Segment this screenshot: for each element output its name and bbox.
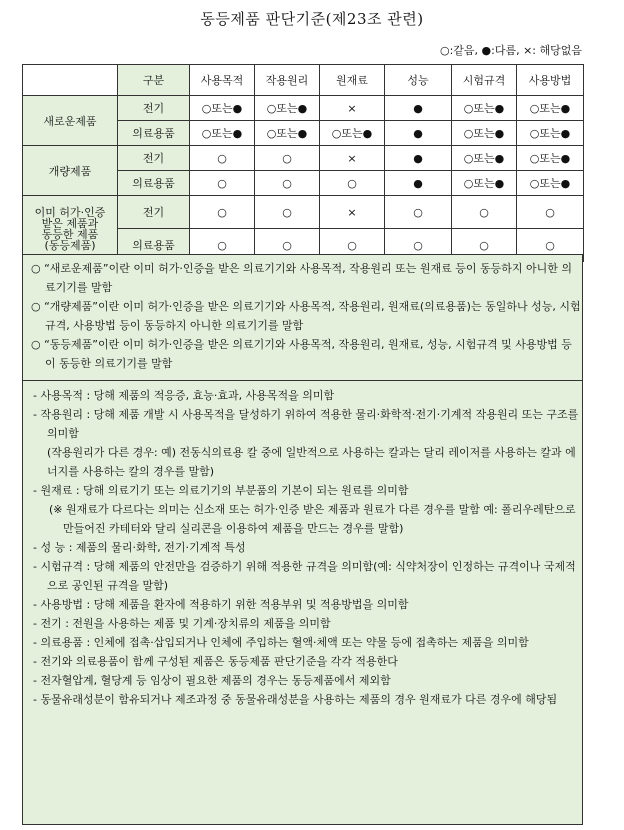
table-cell: × xyxy=(320,196,385,229)
header-principle: 작용원리 xyxy=(255,65,320,96)
row-sub-label: 의료용품 xyxy=(118,229,190,262)
note-standard: - 시험규격 : 당해 제품의 안전만을 검증하기 위해 적용한 규격을 의미함(예: 식약처장이 인정하는 규격이나 국제적으로 공인된 규격을 말함) xyxy=(33,560,576,592)
table-cell: ○ xyxy=(190,196,255,229)
note-combined: - 전기와 의료용품이 함께 구성된 제품은 동등제품 판단기준을 각각 적용한다 xyxy=(33,655,398,668)
table-cell: ○또는● xyxy=(190,121,255,146)
table-cell: ○또는● xyxy=(452,171,517,196)
table-cell: ○ xyxy=(320,229,385,262)
table-cell: ○ xyxy=(385,229,452,262)
row-sub-label: 전기 xyxy=(118,196,190,229)
table-cell: ○또는● xyxy=(517,146,584,171)
header-material: 원재료 xyxy=(320,65,385,96)
header-purpose: 사용목적 xyxy=(190,65,255,96)
table-cell: ● xyxy=(385,171,452,196)
row-sub-label: 의료용품 xyxy=(118,171,190,196)
note-usage: - 사용방법 : 당해 제품을 환자에 적용하기 위한 적용부위 및 적용방법을 의미함 xyxy=(33,598,409,611)
table-cell: ○ xyxy=(255,229,320,262)
note-electric: - 전기 : 전원을 사용하는 제품 및 기계·장치류의 제품을 의미함 xyxy=(33,617,331,630)
note-performance: - 성 능 : 제품의 물리·화학, 전기·기계적 특성 xyxy=(33,541,246,554)
row-sub-label: 전기 xyxy=(118,146,190,171)
table-cell: ● xyxy=(385,121,452,146)
table-cell: ○ xyxy=(517,229,584,262)
table-cell: ○또는● xyxy=(320,121,385,146)
definition-improved: ○ “개량제품”이란 이미 허가·인증을 받은 의료기기와 사용목적, 작용원리, 원재료(의료용품)는 동일하나 성능, 시험규격, 사용방법 등이 동등하지 아니한 의료기기를 말함 xyxy=(31,300,581,332)
table-row xyxy=(23,96,584,121)
note-supplies: - 의료용품 : 인체에 접촉·삽입되거나 인체에 주입하는 혈액·체액 또는 약물 등에 접촉하는 제품을 의미함 xyxy=(33,636,529,649)
table-header-row xyxy=(23,65,584,96)
table-cell: ○ xyxy=(255,171,320,196)
table-cell: ○ xyxy=(255,146,320,171)
table-cell: ○또는● xyxy=(517,96,584,121)
note-animal: - 동물유래성분이 함유되거나 제조과정 중 동물유래성분을 사용하는 제품의 경우 원재료가 다른 경우에 해당됨 xyxy=(33,693,558,706)
group-label-line: 동등한 제품 xyxy=(41,227,99,241)
table-cell: ○또는● xyxy=(452,121,517,146)
group-label-new: 새로운제품 xyxy=(23,96,118,146)
table-cell: ○ xyxy=(452,229,517,262)
row-sub-label: 의료용품 xyxy=(118,121,190,146)
row-sub-label: 전기 xyxy=(118,96,190,121)
table-cell: ○ xyxy=(320,171,385,196)
note-purpose: - 사용목적 : 당해 제품의 적응증, 효능·효과, 사용목적을 의미함 xyxy=(33,389,335,402)
table-cell: ○ xyxy=(452,196,517,229)
table-cell: ○또는● xyxy=(255,96,320,121)
group-label-line: 이미 허가·인증 xyxy=(34,205,106,219)
header-performance: 성능 xyxy=(385,65,452,96)
equivalence-table xyxy=(22,64,584,262)
group-label-equivalent xyxy=(23,196,118,262)
table-cell: ○ xyxy=(190,146,255,171)
note-material-detail: (※ 원재료가 다르다는 의미는 신소재 또는 허가·인증 받은 제품과 원료가 다른 경우를 말함 예: 폴리우레탄으로 만들어진 카테터와 달리 실리콘을 이용하여 제품을 만드는 경우를 말함) xyxy=(49,503,576,535)
header-category: 구분 xyxy=(118,65,190,96)
table-cell: ○ xyxy=(255,196,320,229)
header-standard: 시험규격 xyxy=(452,65,517,96)
table-row xyxy=(23,196,584,229)
notes-box xyxy=(22,380,583,825)
header-usage: 사용방법 xyxy=(517,65,584,96)
table-row xyxy=(23,146,584,171)
note-material: - 원재료 : 당해 의료기기 또는 의료기기의 부분품의 기본이 되는 원료를 의미함 xyxy=(33,484,409,497)
definition-equivalent: ○ “동등제품”이란 이미 허가·인증을 받은 의료기기와 사용목적, 작용원리, 원재료, 성능, 시험규격 및 사용방법 등이 동등한 의료기기를 말함 xyxy=(31,338,572,370)
table-cell: ○또는● xyxy=(452,146,517,171)
table-cell: ● xyxy=(385,96,452,121)
table-cell: ● xyxy=(385,146,452,171)
table-cell: ○ xyxy=(517,196,584,229)
table-cell: × xyxy=(320,146,385,171)
table-cell: ○또는● xyxy=(255,121,320,146)
table-cell: ○또는● xyxy=(517,121,584,146)
symbol-legend: ○:같음, ●:다름, ×: 해당없음 xyxy=(439,44,582,57)
note-principle: - 작용원리 : 당해 제품 개발 시 사용목적을 달성하기 위하여 적용한 물리·화학적·전기·기계적 작용원리 또는 구조를 의미함 xyxy=(33,408,579,440)
table-cell: ○ xyxy=(190,171,255,196)
table-cell: × xyxy=(320,96,385,121)
group-label-line: (동등제품) xyxy=(44,238,96,252)
table-cell: ○ xyxy=(385,196,452,229)
group-label-line: 받은 제품과 xyxy=(41,216,99,230)
group-label-improved: 개량제품 xyxy=(23,146,118,196)
table-cell: ○ xyxy=(190,229,255,262)
table-cell: ○또는● xyxy=(452,96,517,121)
note-excluded: - 전자혈압계, 혈당계 등 임상이 필요한 제품의 경우는 동등제품에서 제외함 xyxy=(33,674,391,687)
definitions-box xyxy=(22,254,583,381)
header-blank xyxy=(23,65,118,96)
table-cell: ○또는● xyxy=(190,96,255,121)
page-title: 동등제품 판단기준(제23조 관련) xyxy=(200,10,424,28)
note-principle-example: (작용원리가 다른 경우: 예) 전동식의료용 칼 중에 일반적으로 사용하는 칼과는 달리 레이저를 사용하는 칼과 에너지를 사용하는 칼의 경우를 말함) xyxy=(47,446,576,478)
table-cell: ○또는● xyxy=(517,171,584,196)
definition-new: ○ “새로운제품”이란 이미 허가·인증을 받은 의료기기와 사용목적, 작용원리 또는 원재료 등이 동등하지 아니한 의료기기를 말함 xyxy=(31,262,572,294)
